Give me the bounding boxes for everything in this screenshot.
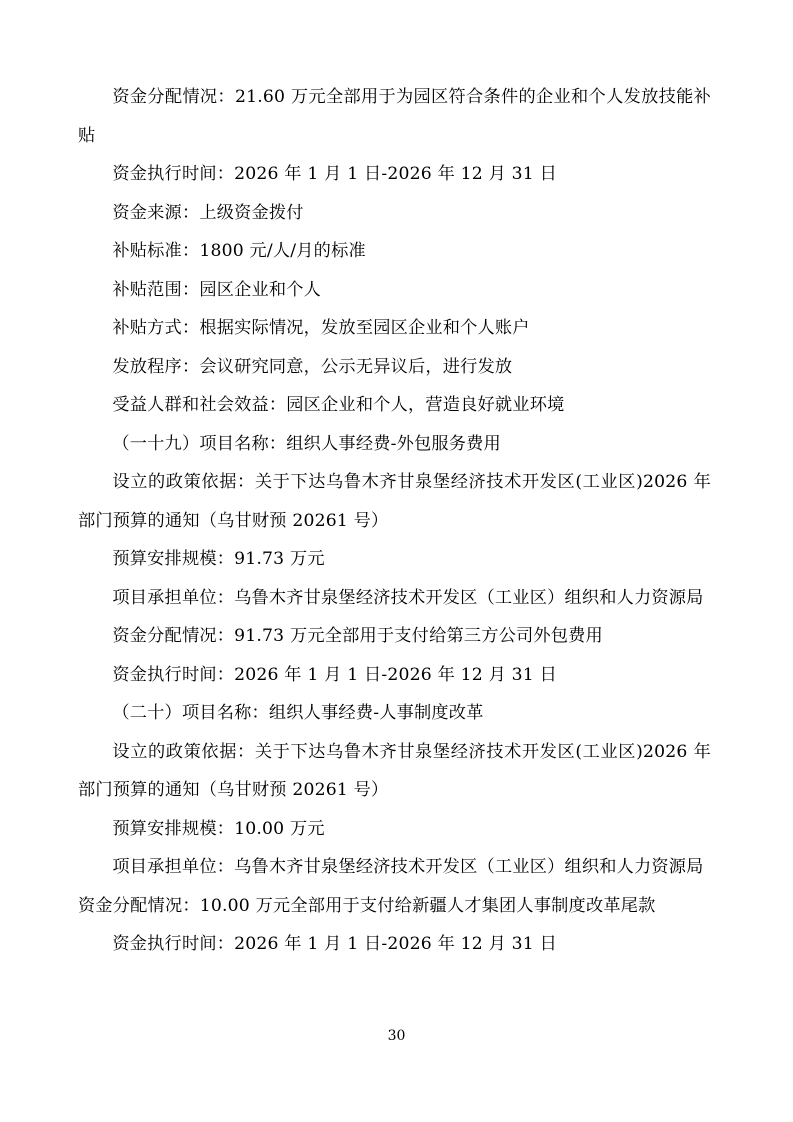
paragraph: 项目承担单位：乌鲁木齐甘泉堡经济技术开发区（工业区）组织和人力资源局 xyxy=(112,857,704,877)
paragraph: 补贴方式：根据实际情况，发放至园区企业和个人账户 xyxy=(112,318,530,338)
paragraph: 预算安排规模：10.00 万元 xyxy=(112,818,325,839)
paragraph: 受益人群和社会效益：园区企业和个人，营造良好就业环境 xyxy=(112,395,565,415)
paragraph: 资金分配情况：21.60 万元全部用于为园区符合条件的企业和个人发放技能补贴 xyxy=(78,87,711,146)
paragraph: 资金执行时间：2026 年 1 月 1 日-2026 年 12 月 31 日 xyxy=(112,164,557,184)
page-number: 30 xyxy=(387,1028,406,1044)
paragraph: 补贴范围：园区企业和个人 xyxy=(112,279,322,300)
document-body xyxy=(78,78,711,964)
paragraph: 资金分配情况：10.00 万元全部用于支付给新疆人才集团人事制度改革尾款 xyxy=(78,895,656,916)
paragraph: 资金来源：上级资金拨付 xyxy=(112,202,304,223)
paragraph: 补贴标准：1800 元/人/月的标准 xyxy=(112,241,366,261)
paragraph: 项目承担单位：乌鲁木齐甘泉堡经济技术开发区（工业区）组织和人力资源局 xyxy=(112,587,704,608)
paragraph: 资金执行时间：2026 年 1 月 1 日-2026 年 12 月 31 日 xyxy=(112,664,557,685)
paragraph: （二十）项目名称：组织人事经费-人事制度改革 xyxy=(112,703,484,723)
paragraph: 预算安排规模：91.73 万元 xyxy=(112,549,325,569)
paragraph: 设立的政策依据：关于下达乌鲁木齐甘泉堡经济技术开发区(工业区)2026 年部门预算的通知（乌甘财预 20261 号） xyxy=(78,741,711,800)
paragraph: 资金执行时间：2026 年 1 月 1 日-2026 年 12 月 31 日 xyxy=(112,934,557,954)
paragraph: 资金分配情况：91.73 万元全部用于支付给第三方公司外包费用 xyxy=(112,626,603,646)
paragraph: （一十九）项目名称：组织人事经费-外包服务费用 xyxy=(112,433,501,454)
paragraph: 设立的政策依据：关于下达乌鲁木齐甘泉堡经济技术开发区(工业区)2026 年部门预算的通知（乌甘财预 20261 号） xyxy=(78,472,711,531)
paragraph: 发放程序：会议研究同意，公示无异议后，进行发放 xyxy=(112,356,513,377)
